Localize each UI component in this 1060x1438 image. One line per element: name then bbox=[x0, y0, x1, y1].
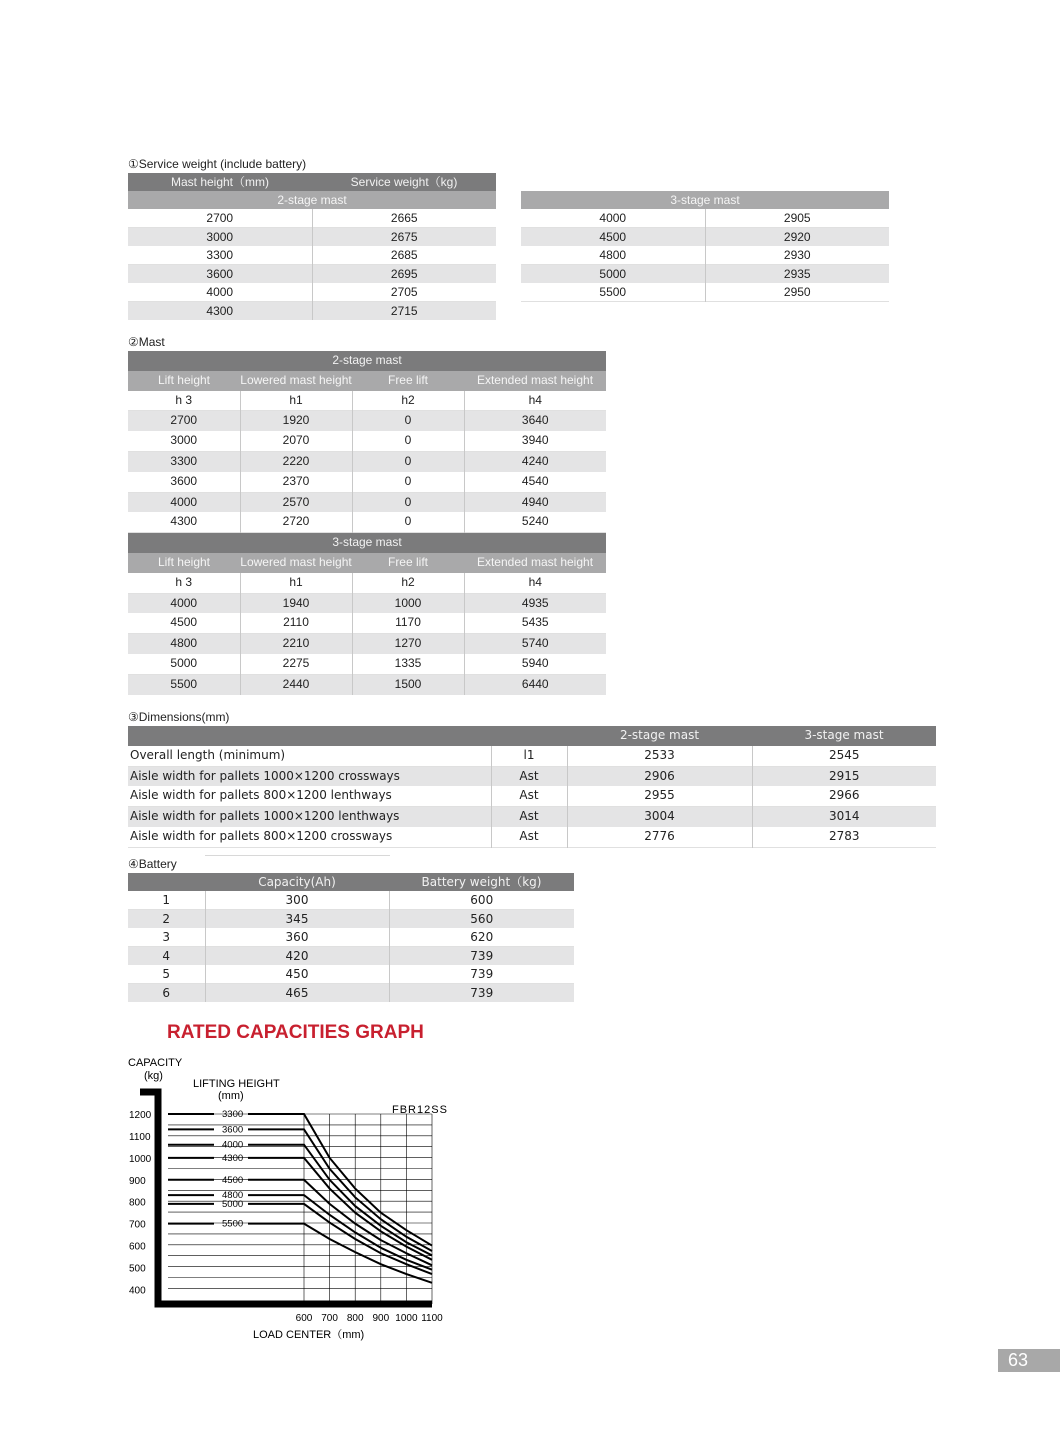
table-cell: 3300 bbox=[128, 246, 312, 265]
capacity-curve bbox=[248, 1195, 432, 1270]
x-tick-label: 700 bbox=[321, 1313, 338, 1324]
mast-symbol: h 3 bbox=[128, 573, 240, 593]
y-tick-label: 900 bbox=[129, 1175, 146, 1187]
table-row bbox=[128, 613, 606, 633]
y-tick-label: 400 bbox=[129, 1285, 146, 1297]
table-cell: 2966 bbox=[752, 786, 936, 806]
table-row bbox=[128, 984, 574, 1003]
table-row bbox=[128, 746, 936, 766]
table-cell: 1940 bbox=[240, 593, 352, 613]
table-cell: 4500 bbox=[128, 613, 240, 633]
table-cell: 1000 bbox=[352, 593, 464, 613]
table-row bbox=[128, 411, 606, 431]
table-cell: 4 bbox=[128, 947, 205, 966]
service-weight-3stage-rows bbox=[521, 209, 889, 302]
table-row bbox=[128, 451, 606, 471]
mast-table bbox=[128, 351, 606, 695]
mast-stage-label: 2-stage mast bbox=[128, 351, 606, 371]
table-cell: 3000 bbox=[128, 228, 312, 247]
table-cell: 3600 bbox=[128, 472, 240, 492]
table-cell: 2935 bbox=[705, 265, 889, 284]
table-row bbox=[128, 827, 936, 847]
x-tick-label: 600 bbox=[295, 1313, 313, 1324]
mast-symbol: h1 bbox=[240, 573, 352, 593]
table-cell: 0 bbox=[352, 492, 464, 512]
table-cell: l1 bbox=[491, 746, 567, 766]
table-cell: 3940 bbox=[464, 431, 606, 451]
lifting-height-label: 4800 bbox=[222, 1190, 244, 1202]
table-row bbox=[128, 573, 606, 593]
table-cell: 4000 bbox=[521, 209, 705, 228]
rated-capacities-graph bbox=[120, 1052, 480, 1344]
table-row bbox=[128, 283, 496, 302]
table-cell: 2920 bbox=[705, 228, 889, 247]
service-weight-2stage-rows bbox=[128, 209, 496, 320]
table-cell: 4000 bbox=[128, 492, 240, 512]
lifting-height-label: 5500 bbox=[222, 1218, 244, 1230]
table-row bbox=[128, 302, 496, 321]
col-service-weight: Service weight（kg) bbox=[312, 173, 496, 191]
col-mast-height: Mast height（mm) bbox=[128, 173, 312, 191]
table-row bbox=[128, 351, 606, 371]
table-cell: 360 bbox=[205, 928, 389, 947]
graph-frame bbox=[140, 1092, 432, 1304]
table-cell: 2705 bbox=[312, 283, 496, 302]
x-tick-label: 1100 bbox=[421, 1313, 443, 1324]
table-row bbox=[128, 674, 606, 694]
table-row bbox=[128, 910, 574, 929]
table-cell: 4300 bbox=[128, 512, 240, 532]
table-row bbox=[521, 265, 889, 284]
table-cell: 2675 bbox=[312, 228, 496, 247]
dimension-label: Aisle width for pallets 800×1200 lenthways bbox=[128, 786, 491, 806]
y-tick-label: 800 bbox=[129, 1197, 146, 1209]
model-label: FBR12SS bbox=[392, 1104, 448, 1116]
table-cell: 2545 bbox=[752, 746, 936, 766]
table-row bbox=[128, 928, 574, 947]
table-row bbox=[128, 807, 936, 827]
table-cell: 4300 bbox=[128, 302, 312, 321]
table-cell: 2275 bbox=[240, 654, 352, 674]
load-center-label: LOAD CENTER（mm) bbox=[253, 1329, 365, 1341]
table-cell: 3004 bbox=[567, 807, 752, 827]
table-cell: 2370 bbox=[240, 472, 352, 492]
table-cell: 1170 bbox=[352, 613, 464, 633]
battery-rows bbox=[128, 891, 574, 1002]
table-row bbox=[128, 492, 606, 512]
col-battery-weight: Battery weight（kg) bbox=[389, 873, 574, 891]
table-cell: 2950 bbox=[705, 283, 889, 302]
graph-title: RATED CAPACITIES GRAPH bbox=[167, 1022, 424, 1043]
table-cell: 4000 bbox=[128, 593, 240, 613]
mast-column-header: Lowered mast height bbox=[240, 371, 352, 391]
capacity-axis-label: CAPACITY bbox=[128, 1057, 183, 1069]
three-stage-label: 3-stage mast bbox=[521, 191, 889, 209]
table-cell: 465 bbox=[205, 984, 389, 1003]
col-2stage: 2-stage mast bbox=[567, 726, 752, 746]
table-cell: 2915 bbox=[752, 766, 936, 786]
table-cell: 2930 bbox=[705, 246, 889, 265]
service-weight-title: ①Service weight (include battery) bbox=[128, 157, 307, 171]
table-cell: 2776 bbox=[567, 827, 752, 847]
service-weight-2stage-table bbox=[128, 173, 496, 320]
y-tick-label: 700 bbox=[129, 1219, 146, 1231]
table-cell: 3 bbox=[128, 928, 205, 947]
table-row bbox=[128, 371, 606, 391]
dimensions-title: ③Dimensions(mm) bbox=[128, 710, 230, 724]
table-cell: 2665 bbox=[312, 209, 496, 228]
table-row bbox=[128, 431, 606, 451]
page-number: 63 bbox=[998, 1349, 1060, 1372]
table-cell: 3300 bbox=[128, 451, 240, 471]
two-stage-label: 2-stage mast bbox=[128, 191, 496, 209]
table-row bbox=[521, 228, 889, 247]
x-tick-label: 800 bbox=[346, 1313, 364, 1324]
table-cell: 560 bbox=[389, 910, 574, 929]
table-cell: 6 bbox=[128, 984, 205, 1003]
mast-rows bbox=[128, 351, 606, 695]
table-cell: 2070 bbox=[240, 431, 352, 451]
mast-symbol: h2 bbox=[352, 391, 464, 411]
table-cell: 300 bbox=[205, 891, 389, 910]
table-cell: 5000 bbox=[521, 265, 705, 284]
table-cell: 4240 bbox=[464, 451, 606, 471]
battery-title: ④Battery bbox=[128, 857, 177, 871]
table-cell: 4935 bbox=[464, 593, 606, 613]
dimension-label: Aisle width for pallets 800×1200 crossways bbox=[128, 827, 491, 847]
table-cell: 2685 bbox=[312, 246, 496, 265]
mast-column-header: Lift height bbox=[128, 553, 240, 573]
table-row bbox=[521, 209, 889, 228]
table-row bbox=[128, 947, 574, 966]
table-row bbox=[128, 391, 606, 411]
table-cell: 739 bbox=[389, 947, 574, 966]
table-cell: 5940 bbox=[464, 654, 606, 674]
table-cell: 2715 bbox=[312, 302, 496, 321]
table-cell: 2700 bbox=[128, 411, 240, 431]
graph-grid bbox=[168, 1114, 432, 1304]
table-cell: 5435 bbox=[464, 613, 606, 633]
mast-title: ②Mast bbox=[128, 335, 165, 349]
mast-column-header: Free lift bbox=[352, 553, 464, 573]
table-row bbox=[128, 766, 936, 786]
table-cell: 5240 bbox=[464, 512, 606, 532]
mast-stage-label: 3-stage mast bbox=[128, 533, 606, 553]
table-row bbox=[128, 246, 496, 265]
table-row bbox=[128, 786, 936, 806]
lifting-height-label: 4300 bbox=[222, 1152, 244, 1164]
table-cell: 3600 bbox=[128, 265, 312, 284]
table-cell: 6440 bbox=[464, 674, 606, 694]
table-cell: 0 bbox=[352, 472, 464, 492]
dimensions-table bbox=[128, 726, 936, 848]
table-cell: Ast bbox=[491, 766, 567, 786]
table-cell: 2700 bbox=[128, 209, 312, 228]
table-cell: 2783 bbox=[752, 827, 936, 847]
dimension-label: Aisle width for pallets 1000×1200 lenthways bbox=[128, 807, 491, 827]
table-row bbox=[128, 965, 574, 984]
table-row bbox=[128, 593, 606, 613]
axis-frame bbox=[140, 1092, 432, 1304]
service-weight-3stage-table bbox=[521, 191, 889, 302]
battery-table bbox=[128, 873, 574, 1002]
table-cell: 600 bbox=[389, 891, 574, 910]
mast-symbol: h 3 bbox=[128, 391, 240, 411]
table-cell: 1 bbox=[128, 891, 205, 910]
table-cell: 4000 bbox=[128, 283, 312, 302]
table-cell: 0 bbox=[352, 451, 464, 471]
table-cell: 2 bbox=[128, 910, 205, 929]
capacity-curve bbox=[248, 1204, 432, 1274]
table-cell: 2533 bbox=[567, 746, 752, 766]
x-tick-label: 900 bbox=[372, 1313, 390, 1324]
lifting-height-label: LIFTING HEIGHT bbox=[193, 1078, 280, 1090]
table-row bbox=[128, 533, 606, 553]
table-row bbox=[128, 634, 606, 654]
table-cell: 1500 bbox=[352, 674, 464, 694]
table-cell: 5500 bbox=[521, 283, 705, 302]
table-cell: 2440 bbox=[240, 674, 352, 694]
table-cell: 0 bbox=[352, 512, 464, 532]
table-row bbox=[128, 265, 496, 284]
mast-column-header: Lift height bbox=[128, 371, 240, 391]
table-cell: 0 bbox=[352, 411, 464, 431]
dimension-label: Overall length (minimum) bbox=[128, 746, 491, 766]
table-cell: 2955 bbox=[567, 786, 752, 806]
table-cell: 2720 bbox=[240, 512, 352, 532]
lifting-height-label: 4500 bbox=[222, 1174, 244, 1186]
table-cell: 2110 bbox=[240, 613, 352, 633]
table-cell: 450 bbox=[205, 965, 389, 984]
mast-symbol: h2 bbox=[352, 573, 464, 593]
dimension-label: Aisle width for pallets 1000×1200 crossways bbox=[128, 766, 491, 786]
lifting-height-label: 3600 bbox=[222, 1124, 244, 1136]
col-3stage: 3-stage mast bbox=[752, 726, 936, 746]
mast-symbol: h4 bbox=[464, 573, 606, 593]
capacity-curve bbox=[248, 1145, 432, 1256]
table-cell: 1920 bbox=[240, 411, 352, 431]
table-cell: 4540 bbox=[464, 472, 606, 492]
table-cell: Ast bbox=[491, 786, 567, 806]
lifting-height-label: 3300 bbox=[222, 1109, 244, 1120]
col-capacity: Capacity(Ah) bbox=[205, 873, 389, 891]
x-tick-label: 1000 bbox=[395, 1313, 418, 1324]
y-tick-label: 500 bbox=[129, 1263, 146, 1275]
table-row bbox=[128, 472, 606, 492]
mast-column-header: Extended mast height bbox=[464, 371, 606, 391]
table-cell: 1270 bbox=[352, 634, 464, 654]
y-tick-label: 1000 bbox=[129, 1153, 152, 1165]
table-row bbox=[128, 209, 496, 228]
table-row bbox=[128, 553, 606, 573]
table-row bbox=[128, 228, 496, 247]
table-row bbox=[128, 891, 574, 910]
table-cell: 3000 bbox=[128, 431, 240, 451]
lifting-height-label: 4000 bbox=[222, 1139, 244, 1151]
table-cell: 4500 bbox=[521, 228, 705, 247]
table-cell: 5740 bbox=[464, 634, 606, 654]
table-cell: 5 bbox=[128, 965, 205, 984]
table-cell: 739 bbox=[389, 984, 574, 1003]
table-row bbox=[521, 283, 889, 302]
dimensions-rows bbox=[128, 746, 936, 847]
table-cell: 2210 bbox=[240, 634, 352, 654]
table-cell: 4940 bbox=[464, 492, 606, 512]
mast-column-header: Free lift bbox=[352, 371, 464, 391]
table-row bbox=[128, 654, 606, 674]
table-cell: 3640 bbox=[464, 411, 606, 431]
capacity-axis-unit: (kg) bbox=[144, 1070, 163, 1082]
table-cell: 2220 bbox=[240, 451, 352, 471]
graph-curves bbox=[168, 1109, 432, 1283]
mast-symbol: h4 bbox=[464, 391, 606, 411]
table-cell: 2905 bbox=[705, 209, 889, 228]
table-row bbox=[521, 246, 889, 265]
table-cell: 5500 bbox=[128, 674, 240, 694]
lifting-height-unit: (mm) bbox=[218, 1090, 244, 1102]
y-tick-label: 1200 bbox=[129, 1110, 152, 1121]
mast-symbol: h1 bbox=[240, 391, 352, 411]
mast-column-header: Lowered mast height bbox=[240, 553, 352, 573]
table-cell: 2570 bbox=[240, 492, 352, 512]
table-cell: 1335 bbox=[352, 654, 464, 674]
lifting-height-label: 5000 bbox=[222, 1198, 244, 1210]
table-cell: 4800 bbox=[521, 246, 705, 265]
table-cell: 345 bbox=[205, 910, 389, 929]
table-cell: Ast bbox=[491, 807, 567, 827]
graph-ticks bbox=[129, 1110, 443, 1324]
y-tick-label: 1100 bbox=[129, 1131, 151, 1143]
table-cell: 2695 bbox=[312, 265, 496, 284]
table-cell: 4800 bbox=[128, 634, 240, 654]
table-cell: 3014 bbox=[752, 807, 936, 827]
battery-divider bbox=[205, 855, 390, 856]
table-cell: 2906 bbox=[567, 766, 752, 786]
table-row bbox=[128, 512, 606, 532]
table-cell: 620 bbox=[389, 928, 574, 947]
mast-column-header: Extended mast height bbox=[464, 553, 606, 573]
table-cell: 739 bbox=[389, 965, 574, 984]
table-cell: 0 bbox=[352, 431, 464, 451]
table-cell: 5000 bbox=[128, 654, 240, 674]
table-cell: Ast bbox=[491, 827, 567, 847]
y-tick-label: 600 bbox=[129, 1241, 146, 1253]
table-cell: 420 bbox=[205, 947, 389, 966]
